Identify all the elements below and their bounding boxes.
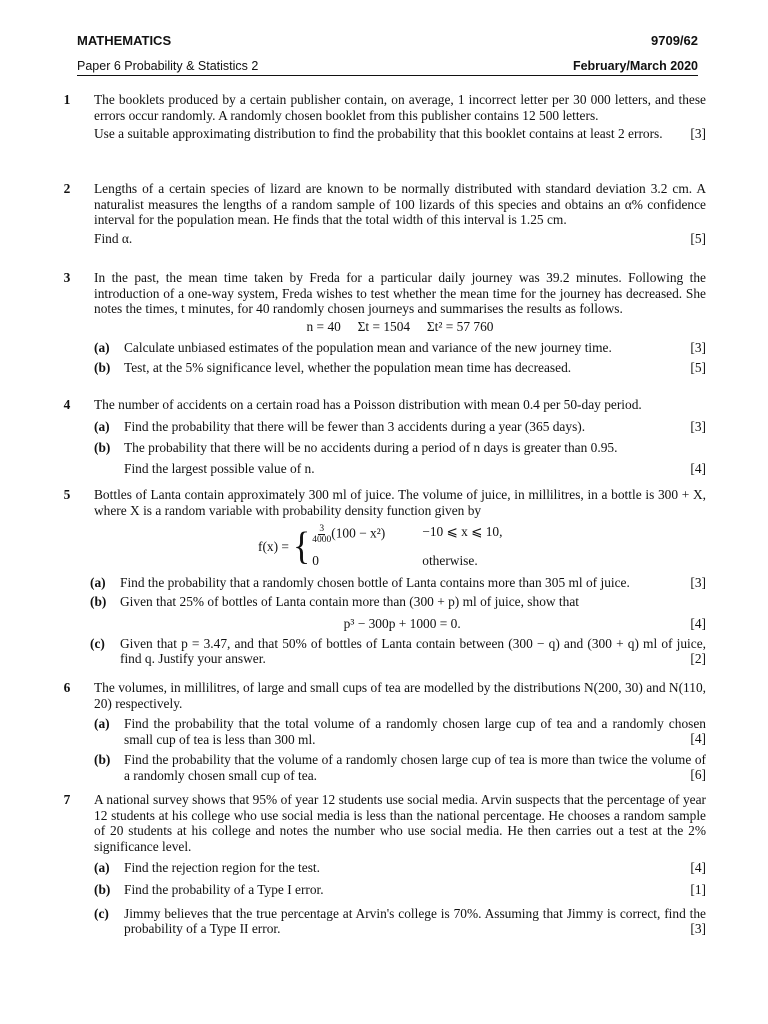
question-6 <box>60 680 706 783</box>
case-condition: otherwise. <box>422 553 478 569</box>
question-number: 4 <box>63 397 71 412</box>
part-c <box>90 636 706 667</box>
marks: [3] <box>690 125 706 141</box>
marks: [6] <box>690 767 706 783</box>
part-b <box>90 594 706 631</box>
question-number: 6 <box>63 680 71 695</box>
marks: [5] <box>690 359 706 375</box>
case-expression: (100 − x²) <box>331 525 386 541</box>
question-number: 1 <box>63 92 71 107</box>
marks: [3] <box>690 418 706 434</box>
part-a <box>94 419 706 435</box>
part-label: (a) <box>94 340 110 356</box>
part-text: Given that p = 3.47, and that 50% of bottles of Lanta contain between (300 − q) and (300 + q) ml of juice, find q. Justify your answer. <box>120 635 706 667</box>
part-text: Find the probability that the volume of a randomly chosen large cup of tea is more than twice the volume of a randomly chosen small cup of tea. <box>124 751 706 783</box>
marks: [4] <box>690 460 706 476</box>
part-b <box>94 752 706 783</box>
part-label: (c) <box>94 905 109 921</box>
fraction <box>312 524 331 545</box>
part-text: Find the probability that a randomly chosen bottle of Lanta contains more than 305 ml of juice. <box>120 574 630 590</box>
part-text: Calculate unbiased estimates of the population mean and variance of the new journey time. <box>124 340 612 356</box>
part-text: Given that 25% of bottles of Lanta contain more than (300 + p) ml of juice, show that <box>120 594 580 610</box>
question-1 <box>60 92 706 141</box>
part-b <box>94 440 706 476</box>
marks: [3] <box>690 920 706 936</box>
question-text: A national survey shows that 95% of year 12 students use social media. Arvin suspects that the percentage of year 12 students at his college who use social media is less than the national percentage. He chooses a random sample of 20 students at his college and notes the number who use social media. He then carries out a test at the 2% significance level. <box>94 792 706 854</box>
marks: [1] <box>690 881 706 897</box>
question-text: The booklets produced by a certain publisher contain, on average, 1 incorrect letter per 30 000 letters, and these errors occur randomly. A randomly chosen booklet from this publisher contains 12 500 letters. <box>94 92 706 123</box>
question-text: Find α. <box>94 230 133 246</box>
part-label: (b) <box>94 359 111 375</box>
part-c <box>94 906 706 937</box>
pdf-definition <box>258 524 706 569</box>
paper-title: Paper 6 Probability & Statistics 2 <box>77 59 259 73</box>
marks: [4] <box>690 731 706 747</box>
question-text: Lengths of a certain species of lizard are known to be normally distributed with standard deviation 3.2 cm. A naturalist measures the lengths of a random sample of 100 lizards of this species and obtains an α% confidence interval for the population mean. He finds that the total width of this interval is 1.25 cm. <box>94 181 706 228</box>
marks: [4] <box>690 615 706 631</box>
question-number: 7 <box>63 792 71 807</box>
part-label: (b) <box>90 594 107 610</box>
question-number: 5 <box>63 487 71 502</box>
part-a <box>94 340 706 356</box>
part-text: Find the probability of a Type I error. <box>124 881 324 897</box>
equation: p³ − 300p + 1000 = 0. <box>343 615 461 631</box>
question-text: Use a suitable approximating distribution to find the probability that this booklet contains at least 2 errors. <box>94 126 663 142</box>
question-text: The number of accidents on a certain road has a Poisson distribution with mean 0.4 per 50-day period. <box>94 397 642 412</box>
brace-symbol: { <box>292 524 311 569</box>
fraction-numerator: 3 <box>319 524 325 535</box>
question-2 <box>60 181 706 246</box>
page-header <box>77 33 698 48</box>
part-a <box>94 860 706 876</box>
paper-code: 9709/62 <box>651 33 698 48</box>
part-a <box>94 716 706 747</box>
part-a <box>90 575 706 591</box>
part-label: (a) <box>94 418 110 434</box>
part-b <box>94 882 706 898</box>
marks: [5] <box>690 230 706 246</box>
marks: [3] <box>690 574 706 590</box>
case-condition: −10 ⩽ x ⩽ 10, <box>422 524 503 540</box>
part-label: (b) <box>94 751 111 767</box>
fraction-denominator: 4000 <box>312 535 332 546</box>
question-text: In the past, the mean time taken by Freda for a particular daily journey was 39.2 minutes. Following the introduction of a one-way system, Freda wishes to test whether the mean time for the journey has decreased. She notes the times, t minutes, for 40 randomly chosen journeys and summarises the results as follows. <box>94 270 706 317</box>
question-number: 2 <box>63 181 71 196</box>
subject-title: MATHEMATICS <box>77 33 172 48</box>
part-text: The probability that there will be no accidents during a period of n days is greater than 0.95. <box>124 440 618 456</box>
marks: [2] <box>690 650 706 666</box>
question-4 <box>60 397 706 476</box>
question-number: 3 <box>63 270 71 285</box>
part-text: Find the probability that the total volume of a randomly chosen large cup of tea and a randomly chosen small cup of tea is less than 300 ml. <box>124 716 706 747</box>
question-7 <box>60 792 706 936</box>
question-text: The volumes, in millilitres, of large and small cups of tea are modelled by the distributions N(200, 30) and N(110, 20) respectively. <box>94 680 706 711</box>
page-subheader <box>77 59 698 76</box>
marks: [4] <box>690 860 706 876</box>
part-text: Find the probability that there will be fewer than 3 accidents during a year (365 days). <box>124 418 586 434</box>
data-summary: n = 40 Σt = 1504 Σt² = 57 760 <box>306 318 494 334</box>
part-label: (a) <box>94 716 110 732</box>
part-label: (a) <box>90 574 106 590</box>
function-name: f(x) = <box>258 538 289 554</box>
question-5 <box>60 487 706 666</box>
part-label: (b) <box>94 440 111 456</box>
marks: [3] <box>690 340 706 356</box>
part-label: (a) <box>94 860 110 876</box>
part-text: Jimmy believes that the true percentage at Arvin's college is 70%. Assuming that Jimmy is correct, find the probability of a Type II error. <box>124 905 706 937</box>
part-text: Find the rejection region for the test. <box>124 860 320 876</box>
question-3 <box>60 270 706 376</box>
part-text: Find the largest possible value of n. <box>124 460 315 476</box>
case-expression: 0 <box>312 553 319 569</box>
part-b <box>94 360 706 376</box>
question-text: Bottles of Lanta contain approximately 300 ml of juice. The volume of juice, in millilitres, in a bottle is 300 + X, where X is a random variable with probability density function given by <box>94 487 706 518</box>
part-label: (b) <box>94 881 111 897</box>
part-text: Test, at the 5% significance level, whether the population mean time has decreased. <box>124 359 572 375</box>
exam-session: February/March 2020 <box>572 59 698 73</box>
part-label: (c) <box>90 635 105 651</box>
